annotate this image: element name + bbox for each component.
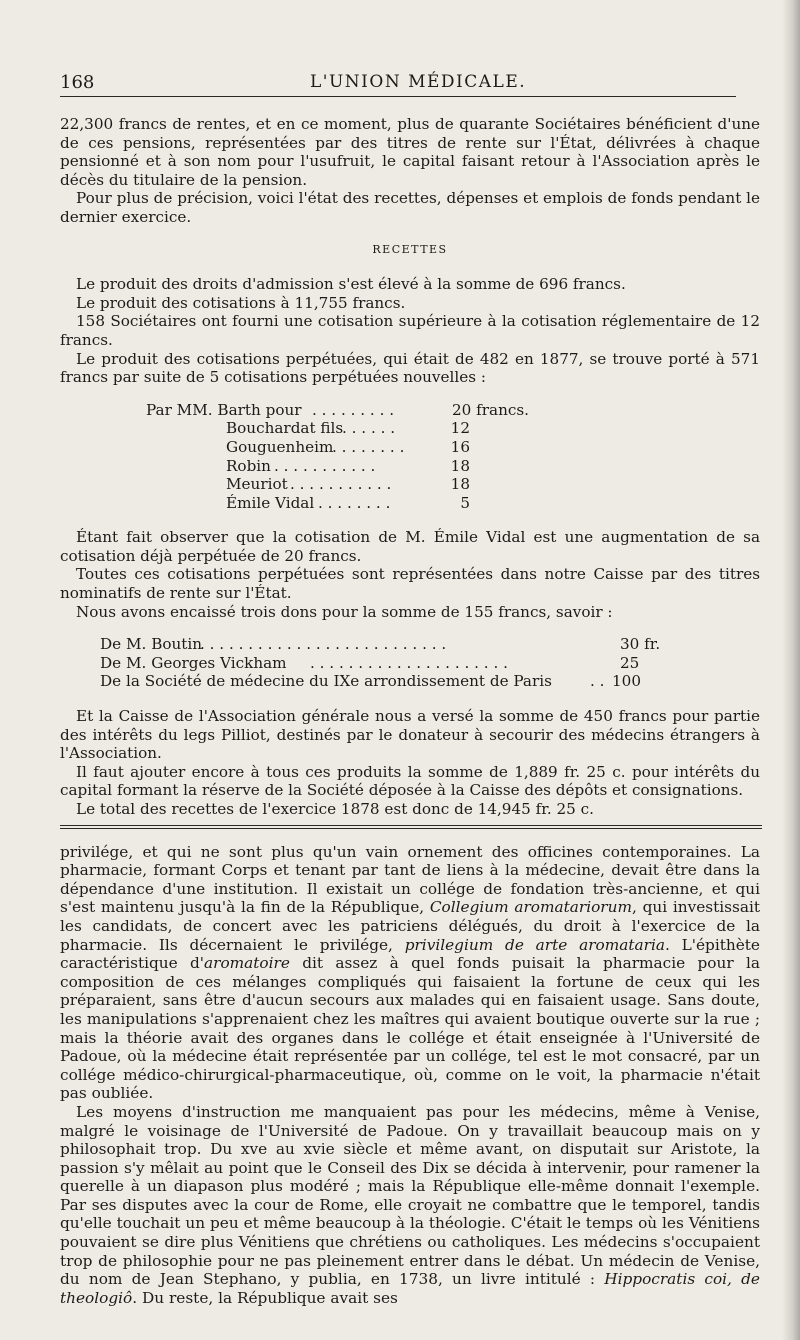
paragraph: 158 Sociétaires ont fourni une cotisation supérieure à la cotisation réglementaire de 12 francs. bbox=[60, 312, 760, 349]
italic-term: aromatoire bbox=[204, 954, 290, 973]
running-title: L'UNION MÉDICALE. bbox=[310, 72, 527, 92]
paragraph: Et la Caisse de l'Association générale nous a versé la somme de 450 francs pour partie des intérêts du legs Pilliot, destinés par le donateur à secourir des médecins étrangers à l'Association. bbox=[60, 707, 760, 763]
donor-amount: 30 fr. bbox=[620, 635, 661, 654]
dot-leader: . . . . . . bbox=[342, 419, 396, 438]
feuilleton-separator bbox=[60, 825, 762, 829]
contributor-amount: 16 bbox=[450, 437, 470, 456]
paragraph: Pour plus de précision, voici l'état des recettes, dépenses et emplois de fonds pendant le dernier exercice. bbox=[60, 189, 760, 226]
contributor-amount: 12 bbox=[450, 419, 470, 438]
list-item bbox=[60, 401, 760, 420]
list-item bbox=[60, 494, 760, 513]
paragraph: Le produit des droits d'admission s'est élevé à la somme de 696 francs. bbox=[76, 275, 626, 294]
page-number: 168 bbox=[60, 72, 95, 93]
list-item bbox=[60, 672, 760, 691]
donor-amount: 25 bbox=[620, 653, 640, 672]
dot-leader: . . . . . . . . bbox=[332, 437, 405, 456]
contributor-name: Bouchardat fils bbox=[226, 419, 344, 438]
paragraph: Nous avons encaissé trois dons pour la somme de 155 francs, savoir : bbox=[76, 602, 613, 621]
latin-term: privilegium de arte aromataria bbox=[404, 935, 665, 954]
list-item bbox=[60, 438, 760, 457]
donor-amount: 100 bbox=[612, 672, 641, 691]
contributor-amount: 5 bbox=[460, 493, 470, 512]
paragraph: Le produit des cotisations perpétuées, qui était de 482 en 1877, se trouve porté à 571 francs par suite de 5 cotisations perpétuées nouvelles : bbox=[60, 349, 760, 387]
dot-leader: . . . . . . . . . . . bbox=[290, 475, 392, 494]
paragraph: 22,300 francs de rentes, et en ce moment, plus de quarante Sociétaires bénéficient d'une de ces pensions, représentées par des titres de rente sur l'État, délivrées à chaque pensionné et à son nom pour l'usufruit, le capital faisant retour à l'Association après le décès du titulaire de la pension. bbox=[60, 115, 760, 189]
dot-leader: . . bbox=[590, 672, 605, 691]
dot-leader: . . . . . . . . . . . . . . . . . . . . . . . . . . bbox=[200, 635, 447, 654]
dot-leader: . . . . . . . . bbox=[318, 493, 391, 512]
contributor-name: Par MM. Barth pour bbox=[146, 400, 302, 419]
report-section bbox=[60, 115, 760, 819]
contributor-name: Émile Vidal bbox=[226, 493, 315, 512]
contributor-amount: 20 francs. bbox=[452, 400, 529, 419]
contributor-name: Gouguenheim bbox=[226, 437, 334, 456]
donor-name: De M. Georges Vickham bbox=[100, 653, 287, 672]
contributor-amount: 18 bbox=[450, 456, 470, 475]
contributor-amount: 18 bbox=[450, 475, 470, 494]
dot-leader: . . . . . . . . . . . bbox=[274, 456, 376, 475]
paragraph: Le total des recettes de l'exercice 1878 est donc de 14,945 fr. 25 c. bbox=[76, 800, 594, 818]
list-item bbox=[60, 419, 760, 438]
paragraph: privilége, et qui ne sont plus qu'un vain ornement des officines contemporaines. La pharmacie, formant Corps et tenant par tant de liens à la médecine, devait être dans la dépendance d'une institution. Il existait un collége de fondation très-ancienne, et qui s'est maintenu jusqu'à la fin de la République, Collegium aromatariorum, qui investissait les candidats, de concert avec les patriciens délégués, du droit à l'exercice de la pharmacie. Ils décernaient le privilége, privilegium de arte aromataria. L'épithète caractéristique d'aromatoire dit assez à quel fonds puisait la pharmacie pour la composition de ces mélanges compliqués qui faisaient la fortune de ceux qui les préparaient, sans être d'aucun secours aux malades qui en faisaient usage. Sans doute, les manipulations s'apprenaient chez les maîtres qui avaient boutique ouverte sur la rue ; mais la théorie avait des organes dans le collége et était enseignée à l'Université de Padoue, où la médecine était représentée par un collége, tel est le mot consacré, par un collége médico-chirurgical-pharmaceutique, où, comme on le voit, la pharmacie n'était pas oubliée. bbox=[60, 842, 761, 1103]
section-heading: RECETTES bbox=[372, 242, 448, 256]
paragraph: Étant fait observer que la cotisation de M. Émile Vidal est une augmentation de sa cotisation déjà perpétuée de 20 francs. bbox=[60, 528, 760, 565]
donor-name: De la Société de médecine du IXe arrondissement de Paris bbox=[100, 672, 552, 691]
list-item bbox=[60, 635, 760, 654]
paragraph: Le produit des cotisations à 11,755 francs. bbox=[76, 293, 406, 312]
book-title: Hippocratis coi, de theologiô bbox=[60, 1270, 760, 1307]
feuilleton-section bbox=[60, 843, 760, 1308]
donations-list bbox=[60, 635, 760, 691]
contributors-list bbox=[60, 401, 760, 513]
page-edge-shadow bbox=[782, 0, 800, 1340]
dot-leader: . . . . . . . . . bbox=[312, 400, 395, 419]
contributor-name: Meuriot bbox=[226, 475, 288, 494]
list-item bbox=[60, 654, 760, 673]
list-item bbox=[60, 457, 760, 476]
page-header bbox=[60, 66, 736, 97]
donor-name: De M. Boutin bbox=[100, 635, 203, 654]
latin-term: Collegium aromatariorum bbox=[429, 898, 632, 917]
paragraph: Les moyens d'instruction me manquaient pas pour les médecins, même à Venise, malgré le voisinage de l'Université de Padoue. On y travaillait beaucoup mais on y philosophait trop. Du xve au xvie siècle et même avant, on disputait sur Aristote, la passion s'y mêlait au point que le Conseil des Dix se décida à intervenir, pour ramener la querelle à un diapason plus modéré ; mais la République elle-même donnait l'exemple. Par ses disputes avec la cour de Rome, elle croyait ne combattre que le temporel, tandis qu'elle touchait un peu et même beaucoup à la théologie. C'était le temps où les Vénitiens pouvaient se dire plus Vénitiens que chrétiens ou catholiques. Les médecins s'occupaient trop de philosophie pour ne pas pleinement entrer dans le débat. Un médecin de Venise, du nom de Jean Stephano, y publia, en 1738, un livre intitulé : Hippocratis coi, de theologiô. Du reste, la République avait ses bbox=[60, 1102, 760, 1307]
paragraph: Toutes ces cotisations perpétuées sont représentées dans notre Caisse par des titres nominatifs de rente sur l'État. bbox=[60, 565, 760, 603]
contributor-name: Robin bbox=[226, 456, 271, 475]
paragraph: Il faut ajouter encore à tous ces produits la somme de 1,889 fr. 25 c. pour intérêts du capital formant la réserve de la Société déposée à la Caisse des dépôts et consignations. bbox=[60, 762, 760, 800]
list-item bbox=[60, 475, 760, 494]
dot-leader: . . . . . . . . . . . . . . . . . . . . . bbox=[310, 653, 508, 672]
